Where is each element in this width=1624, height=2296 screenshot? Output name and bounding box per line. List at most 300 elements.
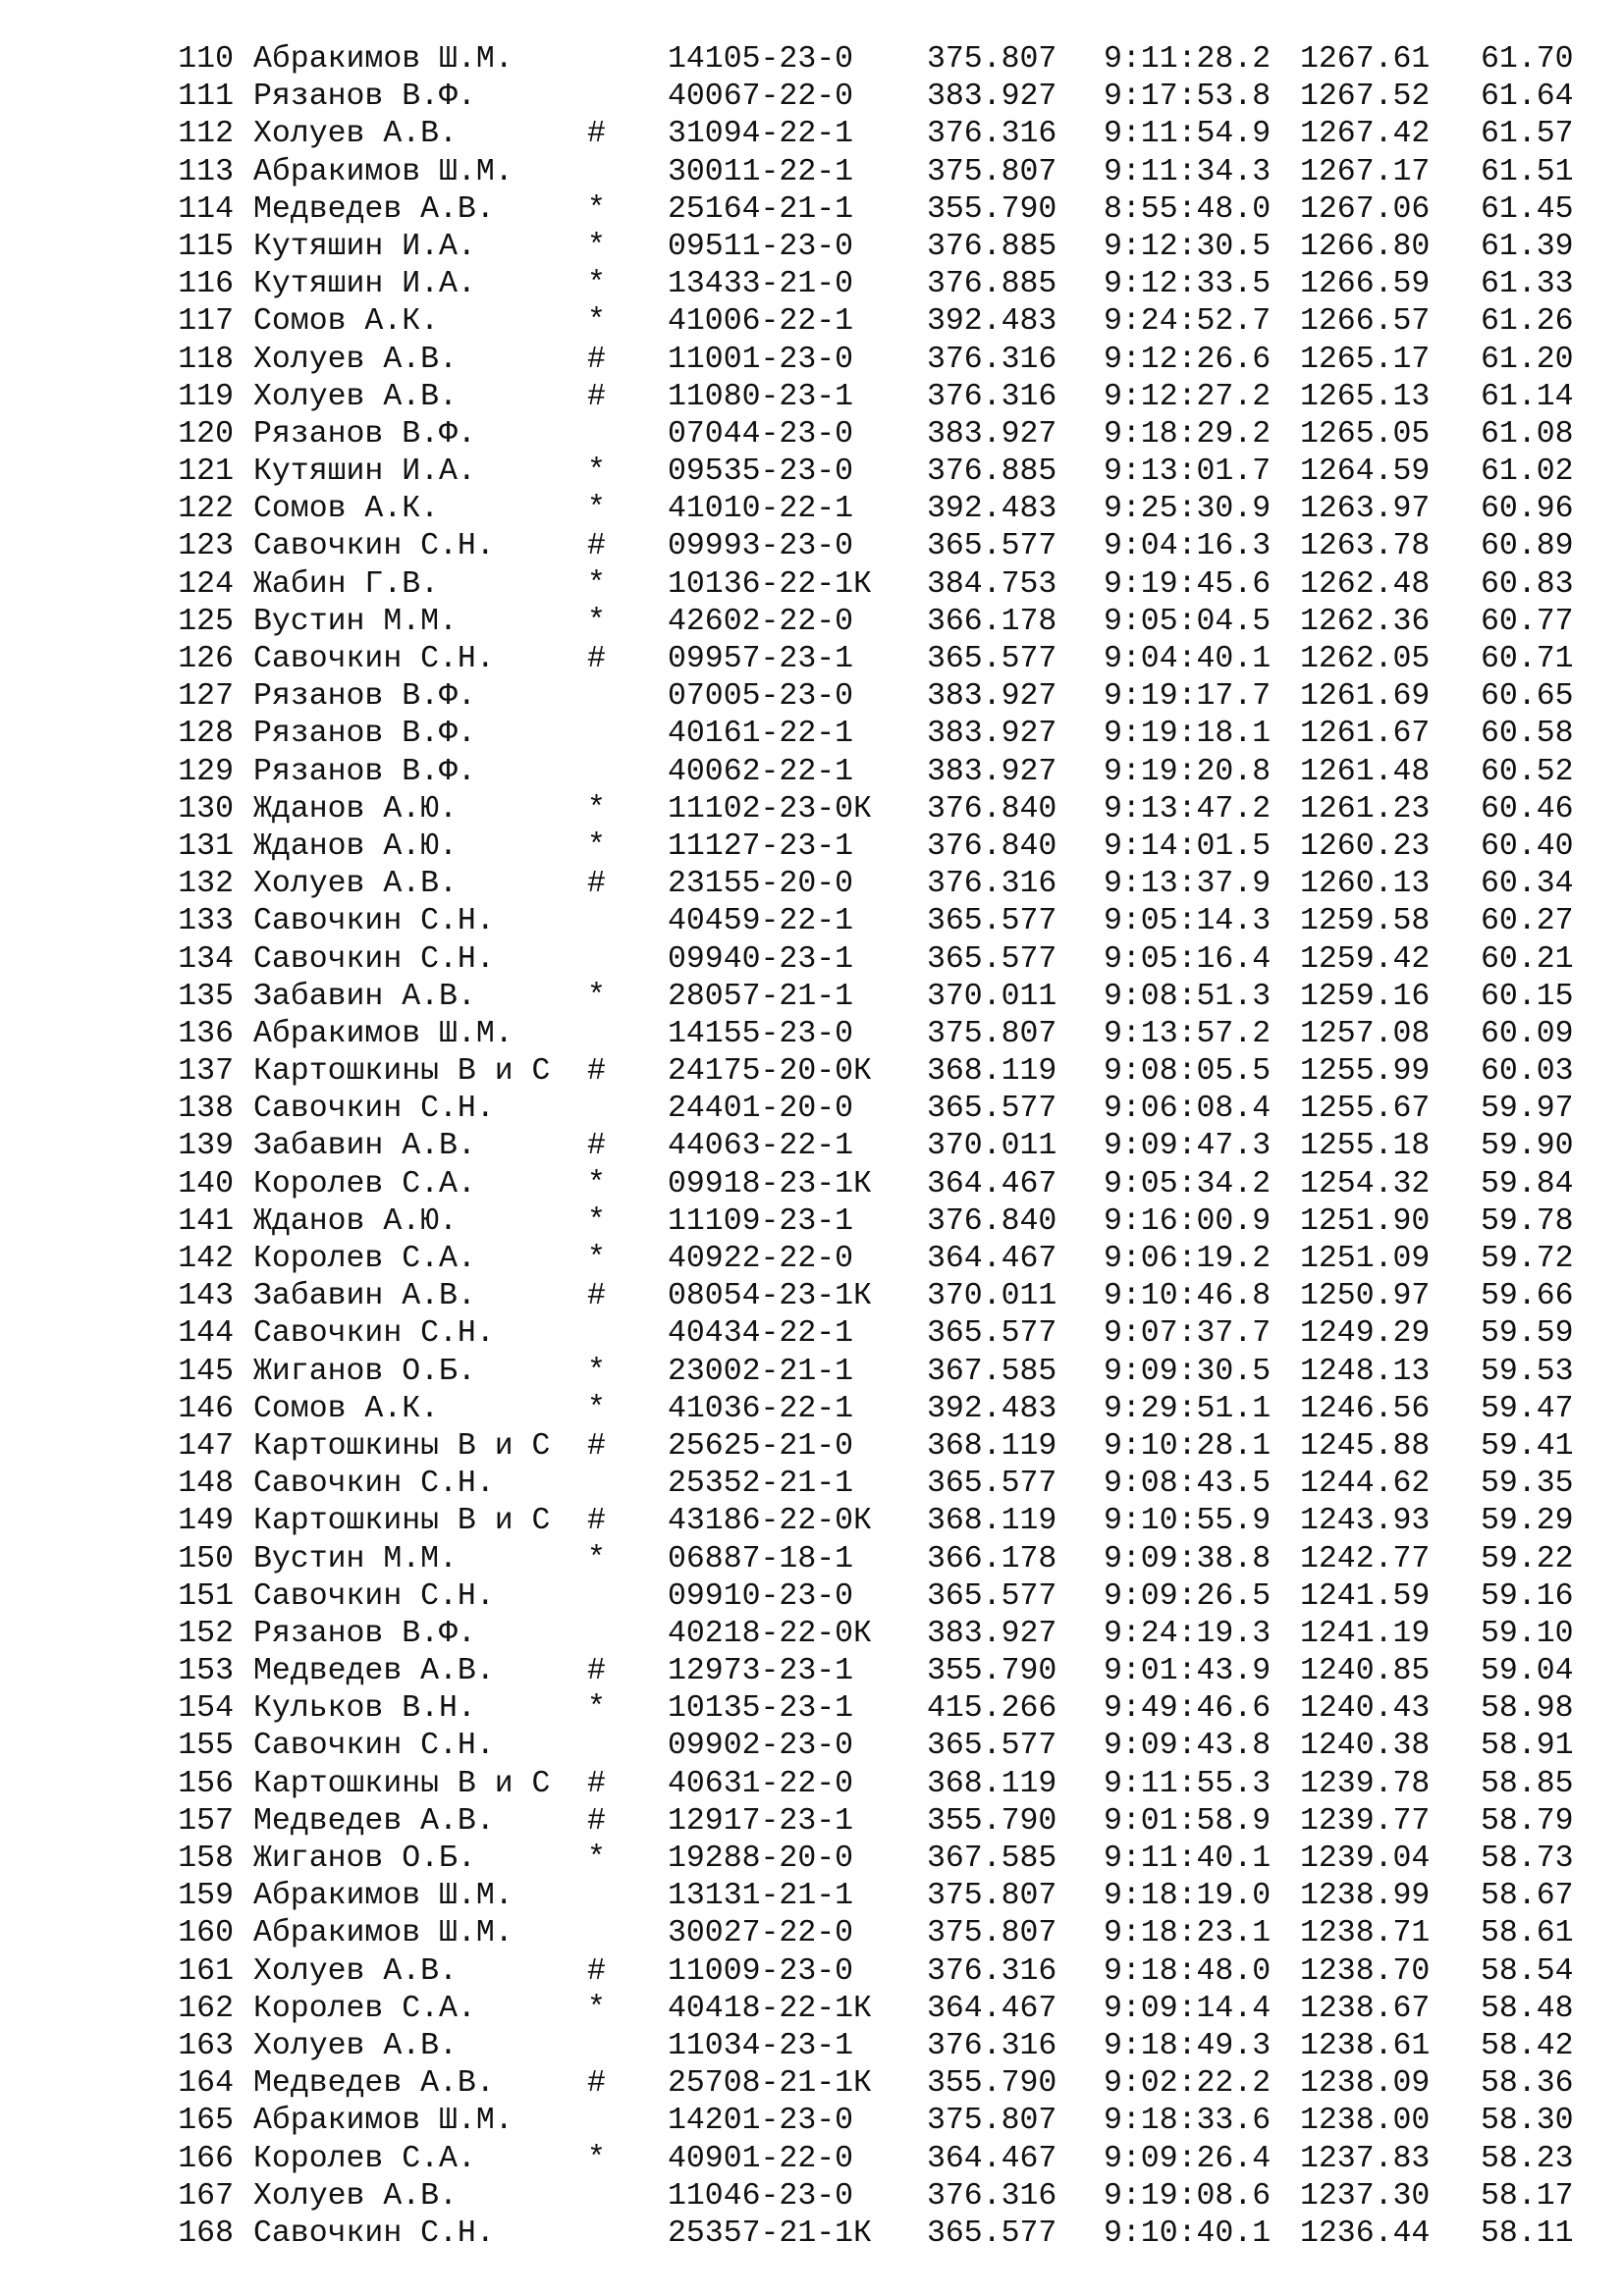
speed-value: 1243.93 xyxy=(1300,1504,1431,1539)
speed-value: 1251.09 xyxy=(1300,1242,1431,1276)
score-value: 60.03 xyxy=(1481,1054,1574,1090)
speed-value: 1264.59 xyxy=(1300,454,1431,490)
table-row xyxy=(0,1278,1624,1315)
mark-symbol: # xyxy=(587,529,606,564)
mark-symbol: # xyxy=(587,1054,606,1090)
score-value: 59.29 xyxy=(1481,1504,1574,1539)
mark-symbol: * xyxy=(587,267,606,302)
fancier-name: Савочкин С.Н. xyxy=(253,1729,495,1764)
distance-value: 383.927 xyxy=(927,416,1057,452)
score-value: 59.97 xyxy=(1481,1092,1574,1127)
arrival-time: 9:11:28.2 xyxy=(1104,42,1272,77)
score-value: 60.83 xyxy=(1481,566,1574,602)
ring-number: 19288-20-0 xyxy=(668,1842,854,1876)
arrival-time: 9:06:08.4 xyxy=(1104,1092,1272,1127)
table-row xyxy=(0,416,1624,454)
place-number: 168 xyxy=(178,2216,234,2251)
speed-value: 1238.67 xyxy=(1300,1991,1431,2026)
distance-value: 383.927 xyxy=(927,80,1057,115)
fancier-name: Савочкин С.Н. xyxy=(253,941,495,977)
mark-symbol: # xyxy=(587,1803,606,1839)
fancier-name: Жданов А.Ю. xyxy=(253,828,458,864)
fancier-name: Медведев А.В. xyxy=(253,191,495,227)
speed-value: 1255.67 xyxy=(1300,1092,1431,1127)
fancier-name: Картошкины В и С xyxy=(253,1428,551,1464)
distance-value: 375.807 xyxy=(927,42,1057,77)
place-number: 139 xyxy=(178,1129,234,1164)
table-row xyxy=(0,1315,1624,1353)
speed-value: 1267.61 xyxy=(1300,42,1431,77)
speed-value: 1238.99 xyxy=(1300,1879,1431,1914)
distance-value: 384.753 xyxy=(927,566,1057,602)
fancier-name: Савочкин С.Н. xyxy=(253,642,495,676)
arrival-time: 9:01:43.9 xyxy=(1104,1654,1272,1689)
fancier-name: Забавин А.В. xyxy=(253,979,476,1014)
place-number: 113 xyxy=(178,154,234,189)
score-value: 59.78 xyxy=(1481,1203,1574,1239)
ring-number: 23155-20-0 xyxy=(668,867,854,902)
arrival-time: 9:13:37.9 xyxy=(1104,867,1272,902)
arrival-time: 9:09:30.5 xyxy=(1104,1354,1272,1389)
arrival-time: 9:18:49.3 xyxy=(1104,2028,1272,2063)
score-value: 60.15 xyxy=(1481,979,1574,1014)
ring-number: 11034-23-1 xyxy=(668,2028,854,2063)
ring-number: 11102-23-0К xyxy=(668,791,872,827)
arrival-time: 9:13:47.2 xyxy=(1104,791,1272,827)
ring-number: 40901-22-0 xyxy=(668,2141,854,2176)
ring-number: 40418-22-1К xyxy=(668,1991,872,2026)
distance-value: 365.577 xyxy=(927,642,1057,676)
ring-number: 11001-23-0 xyxy=(668,342,854,377)
table-row xyxy=(0,678,1624,716)
arrival-time: 9:08:51.3 xyxy=(1104,979,1272,1014)
table-row xyxy=(0,1391,1624,1428)
table-row xyxy=(0,1915,1624,1952)
place-number: 149 xyxy=(178,1504,234,1539)
fancier-name: Королев С.А. xyxy=(253,2141,476,2176)
fancier-name: Холуев А.В. xyxy=(253,867,458,902)
mark-symbol: * xyxy=(587,1991,606,2026)
place-number: 158 xyxy=(178,1842,234,1876)
score-value: 59.53 xyxy=(1481,1354,1574,1389)
speed-value: 1260.13 xyxy=(1300,867,1431,902)
speed-value: 1267.06 xyxy=(1300,191,1431,227)
arrival-time: 9:13:57.2 xyxy=(1104,1016,1272,1051)
fancier-name: Кутяшин И.А. xyxy=(253,229,476,264)
score-value: 61.02 xyxy=(1481,454,1574,490)
distance-value: 375.807 xyxy=(927,1879,1057,1914)
distance-value: 392.483 xyxy=(927,1391,1057,1426)
fancier-name: Абракимов Ш.М. xyxy=(253,1916,514,1951)
place-number: 129 xyxy=(178,754,234,789)
table-row xyxy=(0,791,1624,828)
place-number: 137 xyxy=(178,1054,234,1090)
distance-value: 367.585 xyxy=(927,1842,1057,1876)
table-row xyxy=(0,1616,1624,1653)
speed-value: 1261.48 xyxy=(1300,754,1431,789)
place-number: 124 xyxy=(178,566,234,602)
place-number: 122 xyxy=(178,492,234,527)
table-row xyxy=(0,342,1624,379)
place-number: 164 xyxy=(178,2066,234,2102)
place-number: 163 xyxy=(178,2028,234,2063)
distance-value: 415.266 xyxy=(927,1691,1057,1727)
fancier-name: Абракимов Ш.М. xyxy=(253,42,514,77)
arrival-time: 9:12:26.6 xyxy=(1104,342,1272,377)
fancier-name: Савочкин С.Н. xyxy=(253,1092,495,1127)
place-number: 154 xyxy=(178,1691,234,1727)
table-row xyxy=(0,491,1624,528)
place-number: 125 xyxy=(178,604,234,639)
mark-symbol: # xyxy=(587,1279,606,1314)
mark-symbol: * xyxy=(587,191,606,227)
distance-value: 355.790 xyxy=(927,1803,1057,1839)
ring-number: 42602-22-0 xyxy=(668,604,854,639)
fancier-name: Холуев А.В. xyxy=(253,1953,458,1989)
arrival-time: 9:10:46.8 xyxy=(1104,1279,1272,1314)
speed-value: 1262.36 xyxy=(1300,604,1431,639)
arrival-time: 9:10:28.1 xyxy=(1104,1428,1272,1464)
score-value: 58.30 xyxy=(1481,2104,1574,2139)
fancier-name: Вустин М.М. xyxy=(253,1541,458,1576)
place-number: 134 xyxy=(178,941,234,977)
place-number: 155 xyxy=(178,1729,234,1764)
score-value: 59.16 xyxy=(1481,1578,1574,1614)
table-row xyxy=(0,1766,1624,1803)
ring-number: 24175-20-0К xyxy=(668,1054,872,1090)
distance-value: 365.577 xyxy=(927,1316,1057,1352)
table-row xyxy=(0,79,1624,116)
score-value: 59.66 xyxy=(1481,1279,1574,1314)
distance-value: 376.316 xyxy=(927,2028,1057,2063)
fancier-name: Жабин Г.В. xyxy=(253,566,440,602)
speed-value: 1263.78 xyxy=(1300,529,1431,564)
distance-value: 366.178 xyxy=(927,604,1057,639)
ring-number: 40631-22-0 xyxy=(668,1766,854,1801)
speed-value: 1267.52 xyxy=(1300,80,1431,115)
arrival-time: 9:14:01.5 xyxy=(1104,828,1272,864)
speed-value: 1240.85 xyxy=(1300,1654,1431,1689)
place-number: 119 xyxy=(178,379,234,414)
distance-value: 364.467 xyxy=(927,2141,1057,2176)
score-value: 60.77 xyxy=(1481,604,1574,639)
distance-value: 392.483 xyxy=(927,304,1057,340)
speed-value: 1246.56 xyxy=(1300,1391,1431,1426)
ring-number: 40434-22-1 xyxy=(668,1316,854,1352)
table-row xyxy=(0,1241,1624,1278)
fancier-name: Абракимов Ш.М. xyxy=(253,1016,514,1051)
mark-symbol: # xyxy=(587,642,606,676)
table-row xyxy=(0,1991,1624,2028)
place-number: 116 xyxy=(178,267,234,302)
arrival-time: 9:05:16.4 xyxy=(1104,941,1272,977)
table-row xyxy=(0,1578,1624,1616)
distance-value: 364.467 xyxy=(927,1991,1057,2026)
fancier-name: Жданов А.Ю. xyxy=(253,1203,458,1239)
score-value: 59.41 xyxy=(1481,1428,1574,1464)
score-value: 60.65 xyxy=(1481,679,1574,715)
fancier-name: Вустин М.М. xyxy=(253,604,458,639)
score-value: 58.91 xyxy=(1481,1729,1574,1764)
fancier-name: Рязанов В.Ф. xyxy=(253,754,476,789)
table-row xyxy=(0,2065,1624,2103)
distance-value: 376.885 xyxy=(927,267,1057,302)
ring-number: 44063-22-1 xyxy=(668,1129,854,1164)
speed-value: 1237.83 xyxy=(1300,2141,1431,2176)
ring-number: 11080-23-1 xyxy=(668,379,854,414)
ring-number: 25352-21-1 xyxy=(668,1467,854,1502)
distance-value: 383.927 xyxy=(927,754,1057,789)
score-value: 61.57 xyxy=(1481,117,1574,152)
arrival-time: 9:10:55.9 xyxy=(1104,1504,1272,1539)
score-value: 61.14 xyxy=(1481,379,1574,414)
place-number: 111 xyxy=(178,80,234,115)
ring-number: 25164-21-1 xyxy=(668,191,854,227)
speed-value: 1250.97 xyxy=(1300,1279,1431,1314)
score-value: 60.71 xyxy=(1481,642,1574,676)
ring-number: 07044-23-0 xyxy=(668,416,854,452)
speed-value: 1239.04 xyxy=(1300,1842,1431,1876)
score-value: 60.96 xyxy=(1481,492,1574,527)
mark-symbol: * xyxy=(587,566,606,602)
speed-value: 1248.13 xyxy=(1300,1354,1431,1389)
place-number: 162 xyxy=(178,1991,234,2026)
score-value: 60.34 xyxy=(1481,867,1574,902)
score-value: 61.51 xyxy=(1481,154,1574,189)
distance-value: 376.316 xyxy=(927,867,1057,902)
arrival-time: 9:05:14.3 xyxy=(1104,904,1272,939)
arrival-time: 9:08:05.5 xyxy=(1104,1054,1272,1090)
fancier-name: Жиганов О.Б. xyxy=(253,1354,476,1389)
arrival-time: 9:02:22.2 xyxy=(1104,2066,1272,2102)
place-number: 143 xyxy=(178,1279,234,1314)
ring-number: 09940-23-1 xyxy=(668,941,854,977)
mark-symbol: * xyxy=(587,1391,606,1426)
arrival-time: 9:13:01.7 xyxy=(1104,454,1272,490)
arrival-time: 9:12:30.5 xyxy=(1104,229,1272,264)
arrival-time: 9:49:46.6 xyxy=(1104,1691,1272,1727)
place-number: 156 xyxy=(178,1766,234,1801)
distance-value: 368.119 xyxy=(927,1766,1057,1801)
fancier-name: Рязанов В.Ф. xyxy=(253,679,476,715)
mark-symbol: * xyxy=(587,1203,606,1239)
ring-number: 09511-23-0 xyxy=(668,229,854,264)
arrival-time: 9:06:19.2 xyxy=(1104,1242,1272,1276)
arrival-time: 9:05:34.2 xyxy=(1104,1166,1272,1201)
ring-number: 40218-22-0К xyxy=(668,1616,872,1651)
speed-value: 1238.71 xyxy=(1300,1916,1431,1951)
mark-symbol: * xyxy=(587,1242,606,1276)
arrival-time: 9:05:04.5 xyxy=(1104,604,1272,639)
score-value: 59.10 xyxy=(1481,1616,1574,1651)
arrival-time: 9:12:33.5 xyxy=(1104,267,1272,302)
fancier-name: Картошкины В и С xyxy=(253,1504,551,1539)
distance-value: 365.577 xyxy=(927,941,1057,977)
place-number: 145 xyxy=(178,1354,234,1389)
table-row xyxy=(0,1053,1624,1091)
place-number: 165 xyxy=(178,2104,234,2139)
score-value: 58.79 xyxy=(1481,1803,1574,1839)
speed-value: 1259.58 xyxy=(1300,904,1431,939)
ring-number: 25625-21-0 xyxy=(668,1428,854,1464)
speed-value: 1259.42 xyxy=(1300,941,1431,977)
ring-number: 09902-23-0 xyxy=(668,1729,854,1764)
place-number: 140 xyxy=(178,1166,234,1201)
score-value: 60.58 xyxy=(1481,717,1574,752)
score-value: 58.61 xyxy=(1481,1916,1574,1951)
place-number: 166 xyxy=(178,2141,234,2176)
table-row xyxy=(0,828,1624,866)
ring-number: 12917-23-1 xyxy=(668,1803,854,1839)
fancier-name: Савочкин С.Н. xyxy=(253,1467,495,1502)
fancier-name: Рязанов В.Ф. xyxy=(253,80,476,115)
arrival-time: 9:24:19.3 xyxy=(1104,1616,1272,1651)
place-number: 142 xyxy=(178,1242,234,1276)
table-row xyxy=(0,1953,1624,1991)
distance-value: 365.577 xyxy=(927,1729,1057,1764)
place-number: 121 xyxy=(178,454,234,490)
speed-value: 1242.77 xyxy=(1300,1541,1431,1576)
distance-value: 365.577 xyxy=(927,529,1057,564)
arrival-time: 9:29:51.1 xyxy=(1104,1391,1272,1426)
score-value: 59.90 xyxy=(1481,1129,1574,1164)
score-value: 58.23 xyxy=(1481,2141,1574,2176)
mark-symbol: * xyxy=(587,304,606,340)
fancier-name: Рязанов В.Ф. xyxy=(253,1616,476,1651)
speed-value: 1260.23 xyxy=(1300,828,1431,864)
score-value: 59.59 xyxy=(1481,1316,1574,1352)
ring-number: 12973-23-1 xyxy=(668,1654,854,1689)
distance-value: 376.885 xyxy=(927,229,1057,264)
score-value: 59.35 xyxy=(1481,1467,1574,1502)
speed-value: 1238.00 xyxy=(1300,2104,1431,2139)
table-row xyxy=(0,903,1624,940)
distance-value: 365.577 xyxy=(927,1092,1057,1127)
ring-number: 41036-22-1 xyxy=(668,1391,854,1426)
arrival-time: 9:11:40.1 xyxy=(1104,1842,1272,1876)
table-row xyxy=(0,1354,1624,1391)
distance-value: 375.807 xyxy=(927,154,1057,189)
distance-value: 355.790 xyxy=(927,1654,1057,1689)
ring-number: 09910-23-0 xyxy=(668,1578,854,1614)
score-value: 58.54 xyxy=(1481,1953,1574,1989)
score-value: 61.70 xyxy=(1481,42,1574,77)
fancier-name: Медведев А.В. xyxy=(253,2066,495,2102)
mark-symbol: * xyxy=(587,1166,606,1201)
arrival-time: 9:18:33.6 xyxy=(1104,2104,1272,2139)
table-row xyxy=(0,1466,1624,1503)
table-row xyxy=(0,866,1624,903)
speed-value: 1266.59 xyxy=(1300,267,1431,302)
ring-number: 14105-23-0 xyxy=(668,42,854,77)
ring-number: 09535-23-0 xyxy=(668,454,854,490)
fancier-name: Холуев А.В. xyxy=(253,379,458,414)
ring-number: 13433-21-0 xyxy=(668,267,854,302)
mark-symbol: # xyxy=(587,342,606,377)
arrival-time: 9:11:55.3 xyxy=(1104,1766,1272,1801)
fancier-name: Кутяшин И.А. xyxy=(253,267,476,302)
arrival-time: 9:09:14.4 xyxy=(1104,1991,1272,2026)
speed-value: 1257.08 xyxy=(1300,1016,1431,1051)
mark-symbol: * xyxy=(587,454,606,490)
table-row xyxy=(0,2178,1624,2216)
arrival-time: 9:01:58.9 xyxy=(1104,1803,1272,1839)
place-number: 130 xyxy=(178,791,234,827)
fancier-name: Жданов А.Ю. xyxy=(253,791,458,827)
ring-number: 11127-23-1 xyxy=(668,828,854,864)
ring-number: 10135-23-1 xyxy=(668,1691,854,1727)
table-row xyxy=(0,1016,1624,1053)
place-number: 135 xyxy=(178,979,234,1014)
distance-value: 365.577 xyxy=(927,2216,1057,2251)
place-number: 115 xyxy=(178,229,234,264)
table-row xyxy=(0,2141,1624,2178)
score-value: 61.08 xyxy=(1481,416,1574,452)
place-number: 161 xyxy=(178,1953,234,1989)
speed-value: 1266.57 xyxy=(1300,304,1431,340)
ring-number: 09993-23-0 xyxy=(668,529,854,564)
speed-value: 1238.09 xyxy=(1300,2066,1431,2102)
score-value: 58.36 xyxy=(1481,2066,1574,2102)
arrival-time: 9:12:27.2 xyxy=(1104,379,1272,414)
speed-value: 1249.29 xyxy=(1300,1316,1431,1352)
speed-value: 1240.38 xyxy=(1300,1729,1431,1764)
place-number: 138 xyxy=(178,1092,234,1127)
place-number: 167 xyxy=(178,2178,234,2214)
fancier-name: Жиганов О.Б. xyxy=(253,1842,476,1876)
ring-number: 11009-23-0 xyxy=(668,1953,854,1989)
score-value: 59.22 xyxy=(1481,1541,1574,1576)
distance-value: 376.316 xyxy=(927,379,1057,414)
mark-symbol: # xyxy=(587,379,606,414)
arrival-time: 9:09:38.8 xyxy=(1104,1541,1272,1576)
arrival-time: 8:55:48.0 xyxy=(1104,191,1272,227)
fancier-name: Савочкин С.Н. xyxy=(253,1578,495,1614)
table-row xyxy=(0,2103,1624,2140)
mark-symbol: # xyxy=(587,1504,606,1539)
speed-value: 1245.88 xyxy=(1300,1428,1431,1464)
arrival-time: 9:09:26.4 xyxy=(1104,2141,1272,2176)
place-number: 150 xyxy=(178,1541,234,1576)
distance-value: 368.119 xyxy=(927,1054,1057,1090)
distance-value: 383.927 xyxy=(927,679,1057,715)
distance-value: 376.316 xyxy=(927,342,1057,377)
distance-value: 365.577 xyxy=(927,904,1057,939)
distance-value: 366.178 xyxy=(927,1541,1057,1576)
table-row xyxy=(0,1541,1624,1578)
mark-symbol: * xyxy=(587,1354,606,1389)
fancier-name: Холуев А.В. xyxy=(253,2028,458,2063)
ring-number: 09918-23-1К xyxy=(668,1166,872,1201)
score-value: 58.73 xyxy=(1481,1842,1574,1876)
distance-value: 376.840 xyxy=(927,1203,1057,1239)
speed-value: 1259.16 xyxy=(1300,979,1431,1014)
ring-number: 14201-23-0 xyxy=(668,2104,854,2139)
distance-value: 370.011 xyxy=(927,1129,1057,1164)
speed-value: 1255.18 xyxy=(1300,1129,1431,1164)
distance-value: 355.790 xyxy=(927,191,1057,227)
table-row xyxy=(0,641,1624,678)
ring-number: 11109-23-1 xyxy=(668,1203,854,1239)
mark-symbol: # xyxy=(587,1428,606,1464)
ring-number: 40062-22-1 xyxy=(668,754,854,789)
distance-value: 370.011 xyxy=(927,979,1057,1014)
score-value: 60.89 xyxy=(1481,529,1574,564)
arrival-time: 9:17:53.8 xyxy=(1104,80,1272,115)
ring-number: 28057-21-1 xyxy=(668,979,854,1014)
place-number: 136 xyxy=(178,1016,234,1051)
score-value: 60.27 xyxy=(1481,904,1574,939)
